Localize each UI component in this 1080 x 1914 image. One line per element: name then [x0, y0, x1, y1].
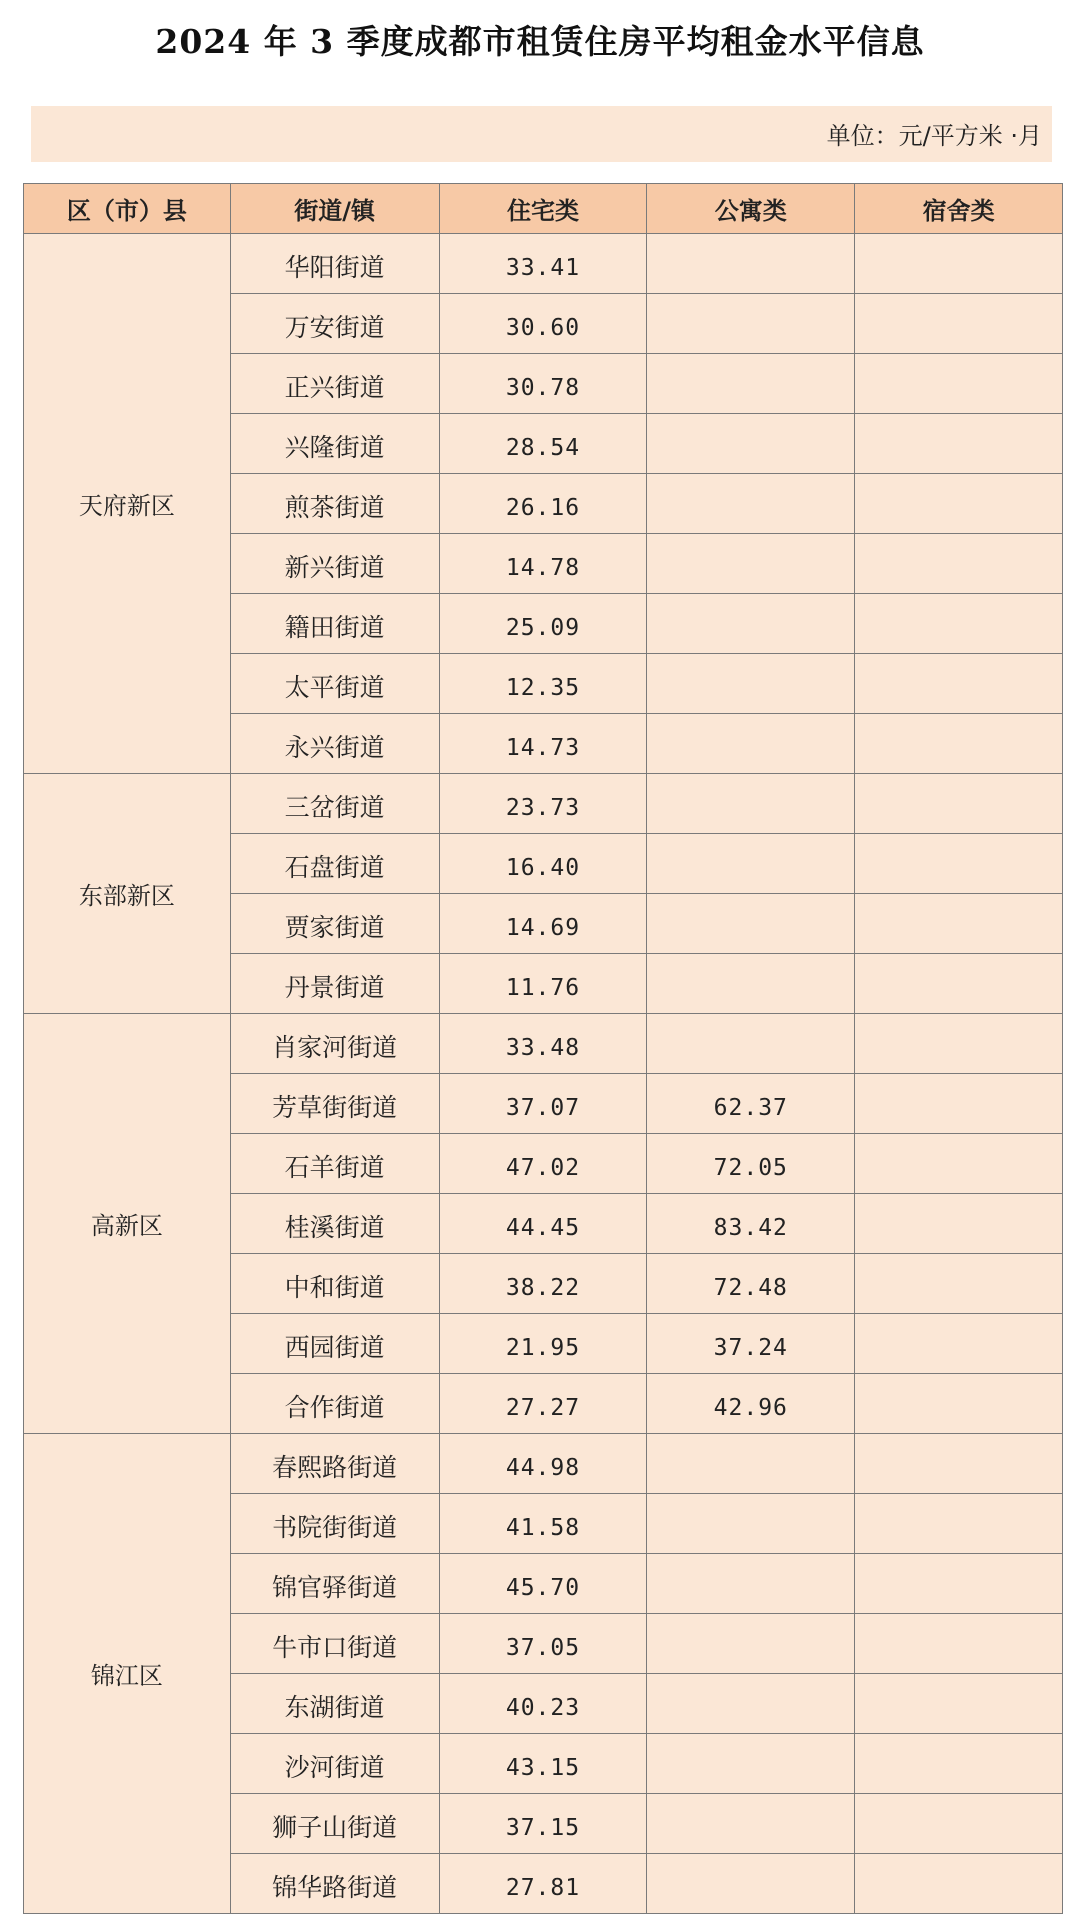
street-cell: 沙河街道: [230, 1734, 439, 1794]
apartment-cell: [647, 1014, 855, 1074]
dormitory-cell: [855, 414, 1063, 474]
district-cell: 锦江区: [24, 1434, 231, 1914]
dormitory-cell: [855, 774, 1063, 834]
district-cell: 东部新区: [24, 774, 231, 1014]
rent-table: [23, 183, 1063, 1914]
residential-cell: 25.09: [439, 594, 647, 654]
apartment-cell: [647, 954, 855, 1014]
street-cell: 芳草街街道: [230, 1074, 439, 1134]
street-cell: 东湖街道: [230, 1674, 439, 1734]
street-cell: 中和街道: [230, 1254, 439, 1314]
residential-cell: 44.98: [439, 1434, 647, 1494]
dormitory-cell: [855, 1674, 1063, 1734]
header-apartment: 公寓类: [647, 184, 855, 234]
residential-cell: 45.70: [439, 1554, 647, 1614]
residential-cell: 40.23: [439, 1674, 647, 1734]
street-cell: 兴隆街道: [230, 414, 439, 474]
street-cell: 新兴街道: [230, 534, 439, 594]
apartment-cell: [647, 1554, 855, 1614]
residential-cell: 37.15: [439, 1794, 647, 1854]
street-cell: 石盘街道: [230, 834, 439, 894]
residential-cell: 16.40: [439, 834, 647, 894]
street-cell: 籍田街道: [230, 594, 439, 654]
apartment-cell: [647, 1614, 855, 1674]
street-cell: 正兴街道: [230, 354, 439, 414]
dormitory-cell: [855, 1854, 1063, 1914]
dormitory-cell: [855, 1554, 1063, 1614]
apartment-cell: [647, 474, 855, 534]
unit-band: [31, 106, 1052, 162]
dormitory-cell: [855, 534, 1063, 594]
residential-cell: 30.60: [439, 294, 647, 354]
apartment-cell: [647, 594, 855, 654]
apartment-cell: [647, 654, 855, 714]
street-cell: 桂溪街道: [230, 1194, 439, 1254]
residential-cell: 33.41: [439, 234, 647, 294]
residential-cell: 11.76: [439, 954, 647, 1014]
dormitory-cell: [855, 1134, 1063, 1194]
apartment-cell: [647, 534, 855, 594]
table-body: [24, 234, 1063, 1914]
street-cell: 华阳街道: [230, 234, 439, 294]
apartment-cell: [647, 1794, 855, 1854]
dormitory-cell: [855, 354, 1063, 414]
residential-cell: 47.02: [439, 1134, 647, 1194]
dormitory-cell: [855, 954, 1063, 1014]
apartment-cell: 37.24: [647, 1314, 855, 1374]
apartment-cell: [647, 1494, 855, 1554]
table-header: [24, 184, 1063, 234]
street-cell: 煎茶街道: [230, 474, 439, 534]
residential-cell: 21.95: [439, 1314, 647, 1374]
apartment-cell: [647, 414, 855, 474]
residential-cell: 37.07: [439, 1074, 647, 1134]
street-cell: 丹景街道: [230, 954, 439, 1014]
dormitory-cell: [855, 1194, 1063, 1254]
residential-cell: 43.15: [439, 1734, 647, 1794]
street-cell: 合作街道: [230, 1374, 439, 1434]
residential-cell: 33.48: [439, 1014, 647, 1074]
table-row: [24, 1434, 1063, 1494]
street-cell: 太平街道: [230, 654, 439, 714]
dormitory-cell: [855, 1254, 1063, 1314]
dormitory-cell: [855, 1794, 1063, 1854]
dormitory-cell: [855, 654, 1063, 714]
residential-cell: 37.05: [439, 1614, 647, 1674]
header-dormitory: 宿舍类: [855, 184, 1063, 234]
street-cell: 锦官驿街道: [230, 1554, 439, 1614]
page-title: 2024 年 3 季度成都市租赁住房平均租金水平信息: [155, 22, 925, 61]
residential-cell: 28.54: [439, 414, 647, 474]
table-row: [24, 774, 1063, 834]
apartment-cell: [647, 1854, 855, 1914]
district-cell: 高新区: [24, 1014, 231, 1434]
residential-cell: 38.22: [439, 1254, 647, 1314]
dormitory-cell: [855, 1614, 1063, 1674]
dormitory-cell: [855, 1494, 1063, 1554]
dormitory-cell: [855, 714, 1063, 774]
street-cell: 万安街道: [230, 294, 439, 354]
district-cell: 天府新区: [24, 234, 231, 774]
street-cell: 锦华路街道: [230, 1854, 439, 1914]
residential-cell: 27.81: [439, 1854, 647, 1914]
apartment-cell: [647, 714, 855, 774]
dormitory-cell: [855, 834, 1063, 894]
apartment-cell: [647, 234, 855, 294]
street-cell: 牛市口街道: [230, 1614, 439, 1674]
header-row: [24, 184, 1063, 234]
dormitory-cell: [855, 474, 1063, 534]
residential-cell: 14.73: [439, 714, 647, 774]
apartment-cell: [647, 1434, 855, 1494]
residential-cell: 41.58: [439, 1494, 647, 1554]
street-cell: 三岔街道: [230, 774, 439, 834]
dormitory-cell: [855, 1734, 1063, 1794]
residential-cell: 44.45: [439, 1194, 647, 1254]
header-street: 街道/镇: [230, 184, 439, 234]
table-row: [24, 1014, 1063, 1074]
dormitory-cell: [855, 1314, 1063, 1374]
dormitory-cell: [855, 1074, 1063, 1134]
dormitory-cell: [855, 894, 1063, 954]
residential-cell: 14.78: [439, 534, 647, 594]
dormitory-cell: [855, 234, 1063, 294]
unit-label: 单位：元/平方米 ·月: [826, 122, 1042, 150]
apartment-cell: 42.96: [647, 1374, 855, 1434]
apartment-cell: [647, 1734, 855, 1794]
dormitory-cell: [855, 1374, 1063, 1434]
street-cell: 贾家街道: [230, 894, 439, 954]
apartment-cell: [647, 774, 855, 834]
apartment-cell: 72.05: [647, 1134, 855, 1194]
street-cell: 石羊街道: [230, 1134, 439, 1194]
apartment-cell: [647, 894, 855, 954]
dormitory-cell: [855, 1434, 1063, 1494]
residential-cell: 27.27: [439, 1374, 647, 1434]
residential-cell: 23.73: [439, 774, 647, 834]
street-cell: 西园街道: [230, 1314, 439, 1374]
apartment-cell: 72.48: [647, 1254, 855, 1314]
apartment-cell: [647, 834, 855, 894]
header-residential: 住宅类: [439, 184, 647, 234]
street-cell: 永兴街道: [230, 714, 439, 774]
residential-cell: 30.78: [439, 354, 647, 414]
apartment-cell: [647, 1674, 855, 1734]
residential-cell: 12.35: [439, 654, 647, 714]
apartment-cell: 83.42: [647, 1194, 855, 1254]
street-cell: 狮子山街道: [230, 1794, 439, 1854]
street-cell: 春熙路街道: [230, 1434, 439, 1494]
residential-cell: 14.69: [439, 894, 647, 954]
dormitory-cell: [855, 1014, 1063, 1074]
header-district: 区（市）县: [24, 184, 231, 234]
table-row: [24, 234, 1063, 294]
street-cell: 书院街街道: [230, 1494, 439, 1554]
apartment-cell: [647, 294, 855, 354]
dormitory-cell: [855, 594, 1063, 654]
apartment-cell: 62.37: [647, 1074, 855, 1134]
apartment-cell: [647, 354, 855, 414]
residential-cell: 26.16: [439, 474, 647, 534]
street-cell: 肖家河街道: [230, 1014, 439, 1074]
dormitory-cell: [855, 294, 1063, 354]
